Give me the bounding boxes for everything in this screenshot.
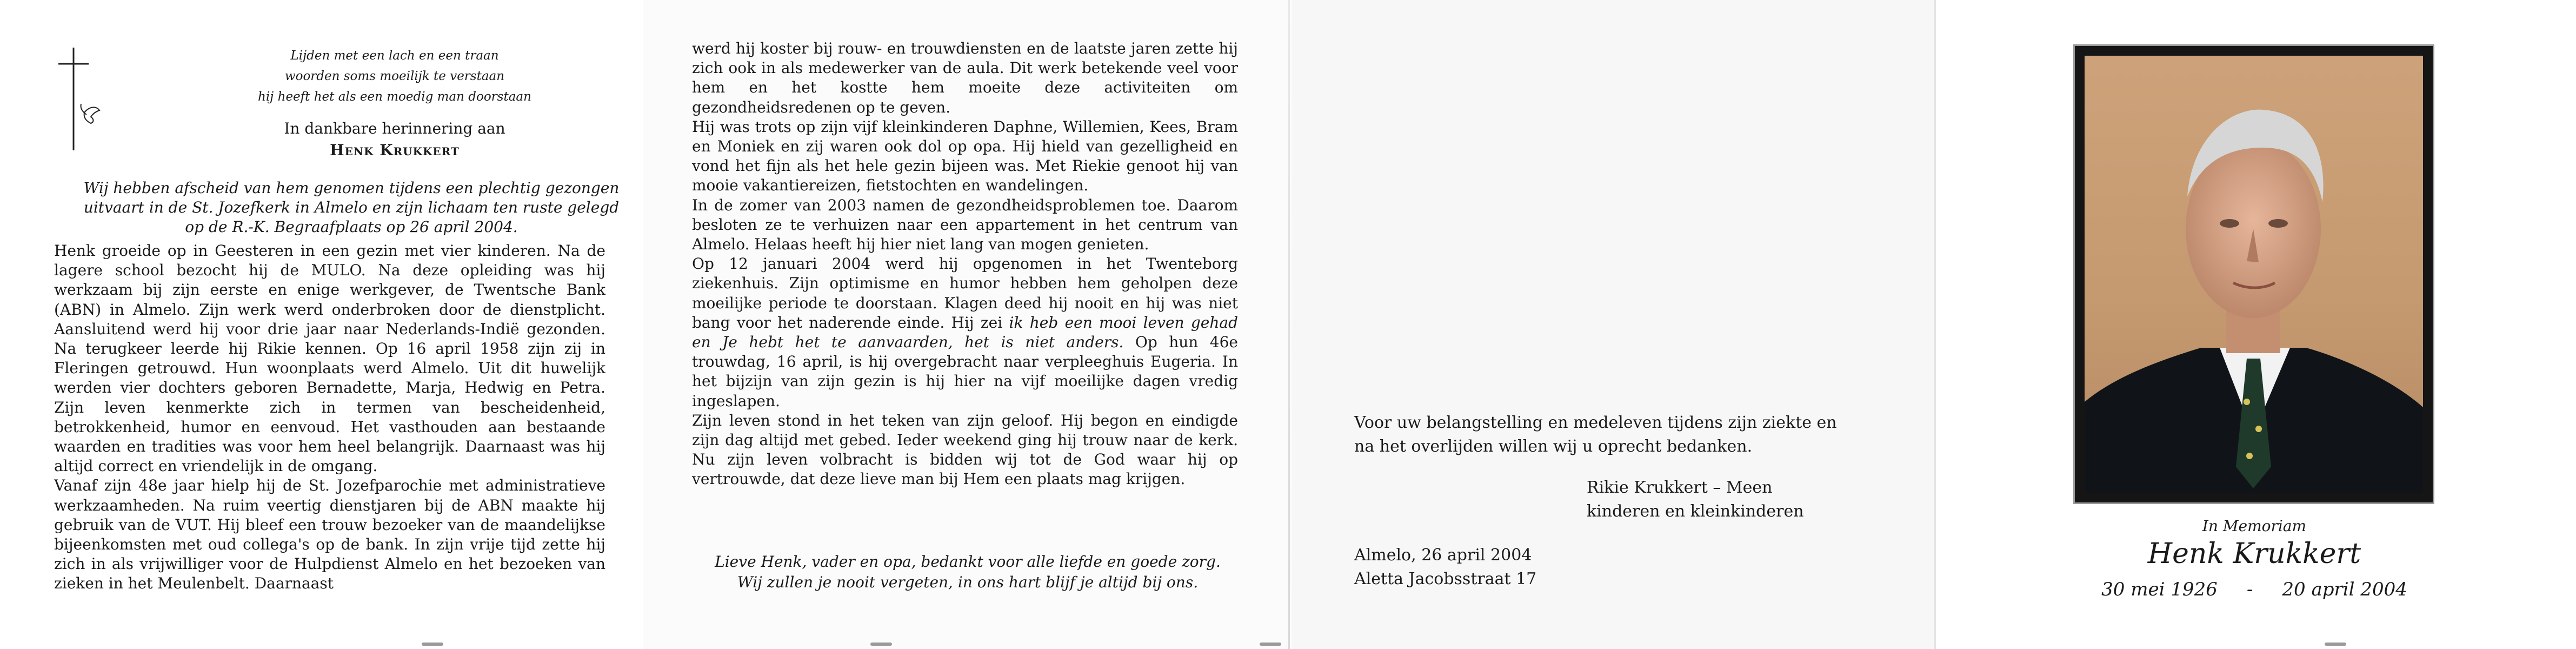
biography-part-1 (54, 241, 605, 594)
scan-edge-mark (870, 643, 892, 646)
poem-line: Lijden met een lach en een traan (290, 49, 499, 63)
thanks-line: Voor uw belangstelling en medeleven tijdens zijn ziekte en (1354, 413, 1837, 432)
bio-paragraph: werd hij koster bij rouw- en trouwdiensten en de laatste jaren zette hij zich ook in als medewerker van de aula. Dit werk betekende veel voor hem en het kostte hem moeite deze activiteiten om gezondheidsredenen op te geven. (692, 39, 1238, 116)
closing-line: Lieve Henk, vader en opa, bedankt voor alle liefde en goede zorg. (715, 553, 1221, 571)
scan-edge-mark (422, 643, 443, 646)
family-signature (1587, 476, 1911, 524)
fold-line (1288, 0, 1290, 649)
poem-line: woorden soms moeilijk te verstaan (284, 69, 505, 83)
thanks-line: na het overlijden willen wij u oprecht bedanken. (1354, 437, 1753, 456)
portrait-photo (2085, 56, 2423, 493)
bio-text: en (692, 333, 723, 352)
name-signature: Henk Krukkert (2147, 538, 2361, 570)
cross-with-dove-icon (58, 48, 102, 150)
in-memoriam-label: In Memoriam (2202, 517, 2307, 535)
bio-text: Op hun 46e trouwdag, 16 april, is hij overgebracht naar verpleeghuis Eugeria. In het bijzijn van zijn gezin is hij hier na vijf moeilijke dagen vredig ingeslapen. (692, 333, 1238, 410)
closing-line: Wij zullen je nooit vergeten, in ons hart blijf je altijd bij ons. (737, 573, 1199, 591)
remembrance-heading: In dankbare herinnering aan (284, 120, 505, 137)
scan-edge-mark (1260, 643, 1281, 646)
bio-quote: ik heb een mooi leven gehad (1009, 313, 1239, 332)
bio-paragraph: Zijn leven stond in het teken van zijn geloof. Hij begon en eindigde zijn dag altijd met gebed. Ieder weekend ging hij trouw naar de kerk. Nu zijn leven volbracht is bidden wij tot de God waar hij op vertrouwde, dat deze lieve man bij Hem een plaats mag krijgen. (692, 411, 1238, 488)
bio-paragraph: Hij was trots op zijn vijf kleinkinderen Daphne, Willemien, Kees, Bram en Moniek en zij waren ook dol op opa. Hij hield van gezelligheid en vond het fijn als het hele gezin bijeen was. Met Riekie genoot hij van mooie vakantiereizen, fietstochten en wandelingen. (692, 117, 1238, 195)
panel-inside-right (1292, 0, 1935, 649)
portrait-frame (2073, 44, 2434, 504)
bio-paragraph: In de zomer van 2003 namen de gezondheidsproblemen toe. Daarom besloten ze te verhuizen naar een appartement in het centrum van Almelo. Helaas heeft hij hier niet lang van mogen genieten. (692, 196, 1238, 254)
birth-date: 30 mei 1926 (2101, 579, 2218, 600)
portrait-illustration (2085, 56, 2423, 493)
funeral-intro: Wij hebben afscheid van hem genomen tijdens een plechtig gezongen uitvaart in de St. Jozefkerk in Almelo en zijn lichaam ten ruste gelegd op de R.-K. Begraafplaats op 26 april 2004. (83, 179, 620, 236)
bio-quote: Je hebt het te aanvaarden, het is niet anders. (722, 333, 1124, 352)
panel-front-left (0, 0, 643, 649)
bio-paragraph (692, 254, 1238, 411)
closing-words (665, 552, 1270, 593)
address: Aletta Jacobsstraat 17 (1354, 569, 1537, 588)
biography-part-2 (692, 39, 1238, 489)
signer-line: Rikie Krukkert – Meen (1587, 478, 1773, 497)
panel-inside-left (643, 0, 1292, 649)
bio-text: Op 12 januari 2004 werd hij opgenomen in het Twenteborg ziekenhuis. Zijn optimisme en humor hebben hem geholpen deze moeilijke periode te doorstaan. Klagen deed hij nooit en hij was niet bang voor het naderende einde. Hij zei (692, 255, 1238, 332)
death-date: 20 april 2004 (2282, 579, 2407, 600)
poem-line: hij heeft het als een moedig man doorstaan (258, 90, 531, 104)
life-dates (2065, 578, 2444, 601)
place-and-address (1354, 544, 1679, 591)
date-separator: - (2246, 579, 2253, 600)
panel-front-right (1935, 0, 2576, 649)
poem (238, 45, 551, 107)
thank-you-note (1354, 411, 1895, 459)
signer-line: kinderen en kleinkinderen (1587, 502, 1804, 521)
bio-paragraph: Henk groeide op in Geesteren in een gezin met vier kinderen. Na de lagere school bezocht hij de MULO. Na deze opleiding was hij werkzaam bij zijn eerste en enige werkgever, de Twentsche Bank (ABN) in Almelo. Zijn werk werd onderbroken door de dienstplicht. Aansluitend werd hij voor drie jaar naar Nederlands-Indië gezonden. Na terugkeer leerde hij Rikie kennen. Op 16 april 1958 zijn zij in Fleringen getrouwd. Hun woonplaats werd Almelo. Uit dit huwelijk werden vier dochters geboren Bernadette, Marja, Hedwig en Petra. Zijn leven kenmerkte zich in termen van bescheidenheid, betrokkenheid, humor en eenvoud. Het vasthouden aan bestaande waarden en tradities was voor hem heel belangrijk. Daarnaast was hij altijd correct en vriendelijk in de omgang. (54, 242, 605, 475)
deceased-name: Henk Krukkert (330, 141, 460, 159)
scan-edge-mark (2325, 643, 2346, 646)
fold-line (1934, 0, 1936, 649)
bio-paragraph: Vanaf zijn 48e jaar hielp hij de St. Jozefparochie met administratieve werkzaamheden. Na ruim veertig dienstjaren bij de ABN maakte hij gebruik van de VUT. Hij bleef een trouw bezoeker van de maandelijkse bijeenkomsten met oud collega's op de bank. In zijn vrije tijd zette hij zich in als vrijwilliger voor de Hulpdienst Almelo en het bezoeken van zieken in het Meulenbelt. Daarnaast (54, 476, 605, 593)
place-date: Almelo, 26 april 2004 (1354, 546, 1532, 565)
